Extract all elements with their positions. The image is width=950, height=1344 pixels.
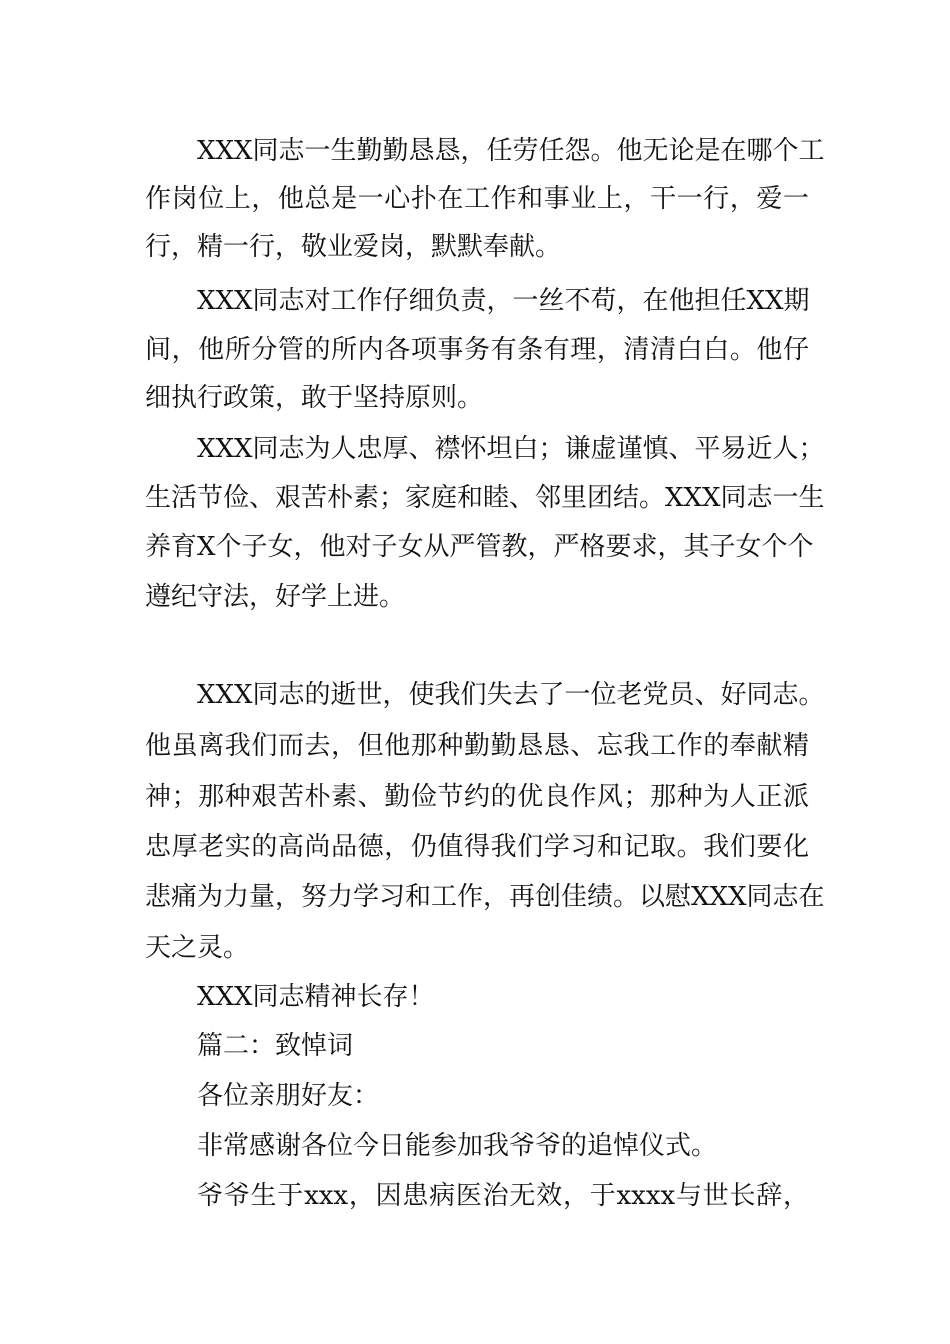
section-heading: 篇二：致悼词 <box>197 1031 354 1061</box>
text-line: 悲痛为力量，努力学习和工作，再创佳绩。以慰XXX同志在 <box>145 882 825 912</box>
text-line: 行，精一行，敬业爱岗，默默奉献。 <box>145 232 562 262</box>
text-line: 天之灵。 <box>145 933 250 963</box>
text-line: XXX同志精神长存！ <box>197 982 435 1012</box>
text-line: 他虽离我们而去，但他那种勤勤恳恳、忘我工作的奉献精 <box>145 731 809 761</box>
text-line: XXX同志对工作仔细负责，一丝不苟，在他担任XX期 <box>197 286 810 316</box>
text-line: 细执行政策，敢于坚持原则。 <box>145 383 484 413</box>
salutation: 各位亲朋好友： <box>197 1081 380 1111</box>
text-line: 生活节俭、艰苦朴素；家庭和睦、邻里团结。XXX同志一生 <box>145 483 825 513</box>
text-line: 爷爷生于xxx，因患病医治无效，于xxxx与世长辞， <box>197 1181 809 1211</box>
text-line: XXX同志为人忠厚、襟怀坦白；谦虚谨慎、平易近人； <box>197 434 825 464</box>
text-line: XXX同志的逝世，使我们失去了一位老党员、好同志。 <box>197 680 825 710</box>
text-line: 神；那种艰苦朴素、勤俭节约的优良作风；那种为人正派 <box>145 782 809 812</box>
text-line: 非常感谢各位今日能参加我爷爷的追悼仪式。 <box>197 1131 718 1161</box>
text-line: 遵纪守法，好学上进。 <box>145 582 406 612</box>
text-line: 间，他所分管的所内各项事务有条有理，清清白白。他仔 <box>145 335 809 365</box>
text-line: XXX同志一生勤勤恳恳，任劳任怨。他无论是在哪个工 <box>197 136 825 166</box>
text-line: 忠厚老实的高尚品德，仍值得我们学习和记取。我们要化 <box>145 832 809 862</box>
text-line: 作岗位上，他总是一心扑在工作和事业上，干一行，爱一 <box>145 184 809 214</box>
text-line: 养育X个子女，他对子女从严管教，严格要求，其子女个个 <box>145 532 814 562</box>
